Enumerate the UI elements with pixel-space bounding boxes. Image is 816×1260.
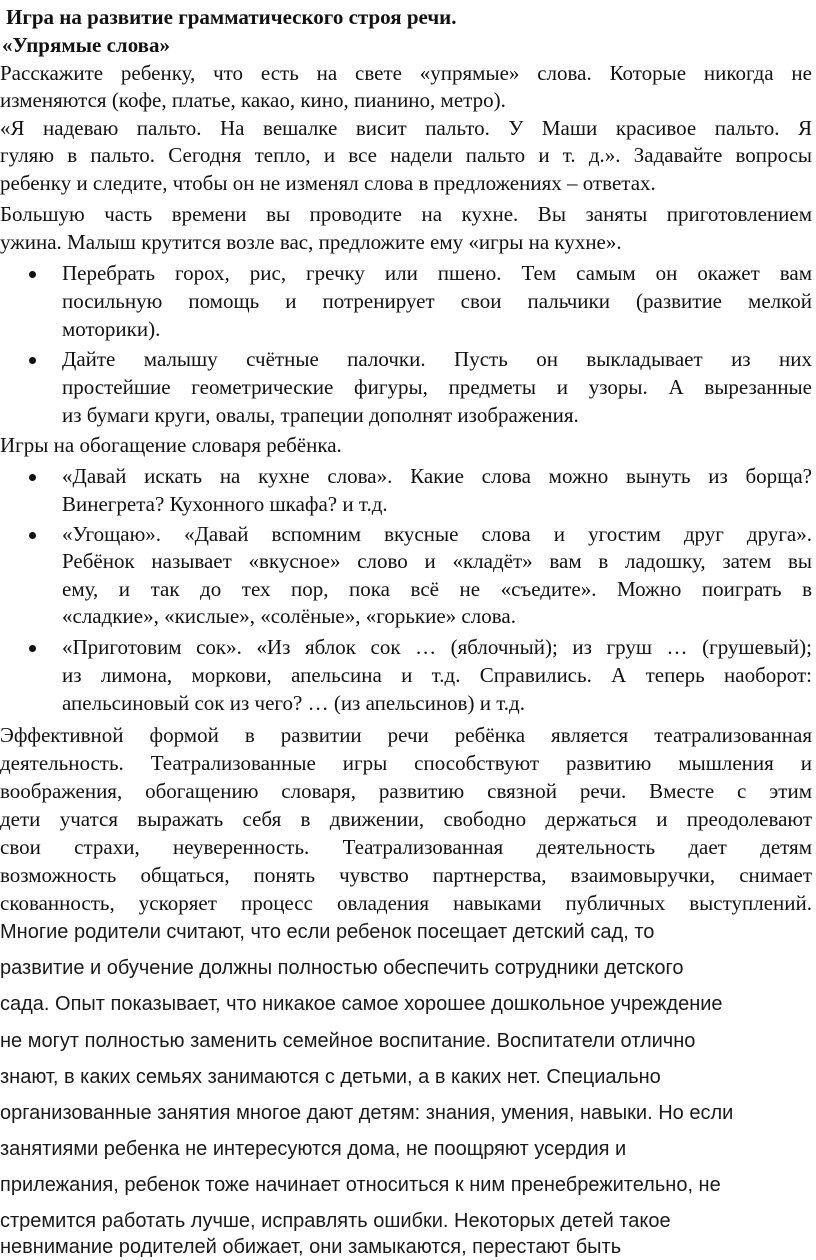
paragraph1-line-1: Расскажите ребенку, что есть на свете «упрямые» слова. Которые никогда не [0, 61, 812, 85]
theatre-line: дети учатся выражать себя в движении, свободно держаться и преодолевают [0, 807, 812, 831]
list-item-line: Дайте малышу счётные палочки. Пусть он выкладывает из них [62, 347, 812, 371]
parents-line: занятиями ребенка не интересуются дома, не поощряют усердия и [0, 1138, 627, 1160]
list-item-line: Ребёнок называет «вкусное» слово и «кладёт» вам в ладошку, затем вы [62, 549, 812, 573]
list-item-line: Перебрать горох, рис, гречку или пшено. Тем самым он окажет вам [62, 261, 812, 285]
list-item-line: посильную помощь и потренирует свои пальчики (развитие мелкой [62, 289, 812, 313]
title-line-1: Игра на развитие грамматического строя речи. [6, 5, 457, 29]
bullet-icon [29, 532, 36, 539]
paragraph2-line-2: гуляю в пальто. Сегодня тепло, и все надели пальто и т. д.». Задавайте вопросы [0, 143, 812, 167]
title-line-2: «Упрямые слова» [2, 33, 171, 57]
list-item-line: «Приготовим сок». «Из яблок сок … (яблочный); из груш … (грушевый); [62, 635, 812, 659]
paragraph3-line-1: Большую часть времени вы проводите на кухне. Вы заняты приготовлением [0, 202, 812, 226]
list-item-line: ему, и так до тех пор, пока всё не «съедите». Можно поиграть в [62, 577, 812, 601]
parents-line: сада. Опыт показывает, что никакое самое хорошее дошкольное учреждение [0, 993, 723, 1015]
theatre-line: деятельность. Театрализованные игры способствуют развитию мышления и [0, 751, 812, 775]
list-item-line: из бумаги круги, овалы, трапеции дополнят изображения. [62, 403, 579, 427]
bullet-icon [29, 474, 36, 481]
list-item-line: «Давай искать на кухне слова». Какие слова можно вынуть из борща? [62, 464, 812, 488]
theatre-line: возможность общаться, понять чувство партнерства, взаимовыручки, снимает [0, 863, 812, 887]
parents-line: невнимание родителей обижает, они замыкаются, перестают быть [0, 1236, 622, 1258]
paragraph2-line-3: ребенку и следите, чтобы он не изменял слова в предложениях – ответах. [0, 171, 656, 195]
paragraph2-line-1: «Я надеваю пальто. На вешалке висит пальто. У Маши красивое пальто. Я [0, 116, 812, 140]
parents-line: прилежания, ребенок тоже начинает относиться к ним пренебрежительно, не [0, 1174, 721, 1196]
theatre-line: воображения, обогащению словаря, развитию связной речи. Вместе с этим [0, 779, 812, 803]
list-item-line: моторики). [62, 317, 161, 341]
theatre-line: свои страхи, неуверенность. Театрализованная деятельность дает детям [0, 835, 812, 859]
vocab-heading: Игры на обогащение словаря ребёнка. [0, 433, 342, 457]
parents-line: организованные занятия многое дают детям: знания, умения, навыки. Но если [0, 1102, 734, 1124]
list-item-line: «Угощаю». «Давай вспомним вкусные слова и угостим друг друга». [62, 522, 812, 546]
parents-line: не могут полностью заменить семейное воспитание. Воспитатели отлично [0, 1030, 696, 1052]
paragraph1-line-2: изменяются (кофе, платье, какао, кино, пианино, метро). [0, 88, 506, 112]
parents-line: развитие и обучение должны полностью обеспечить сотрудники детского [0, 957, 684, 979]
theatre-line: Эффективной формой в развитии речи ребёнка является театрализованная [0, 723, 812, 747]
list-item-line: из лимона, моркови, апельсина и т.д. Справились. А теперь наоборот: [62, 663, 812, 687]
list-item-line: апельсиновый сок из чего? … (из апельсинов) и т.д. [62, 691, 525, 715]
list-item-line: Винегрета? Кухонного шкафа? и т.д. [62, 492, 388, 516]
bullet-icon [29, 271, 36, 278]
list-item-line: «сладкие», «кислые», «солёные», «горькие» слова. [62, 604, 516, 628]
paragraph3-line-2: ужина. Малыш крутится возле вас, предложите ему «игры на кухне». [0, 230, 622, 254]
theatre-line: скованность, ускоряет процесс овладения навыками публичных выступлений. [0, 891, 812, 915]
parents-line: Многие родители считают, что если ребенок посещает детский сад, то [0, 921, 655, 943]
bullet-icon [29, 357, 36, 364]
bullet-icon [29, 645, 36, 652]
list-item-line: простейшие геометрические фигуры, предметы и узоры. А вырезанные [62, 375, 812, 399]
parents-line: знают, в каких семьях занимаются с детьми, а в каких нет. Специально [0, 1066, 661, 1088]
parents-line: стремится работать лучше, исправлять ошибки. Некоторых детей такое [0, 1210, 671, 1232]
